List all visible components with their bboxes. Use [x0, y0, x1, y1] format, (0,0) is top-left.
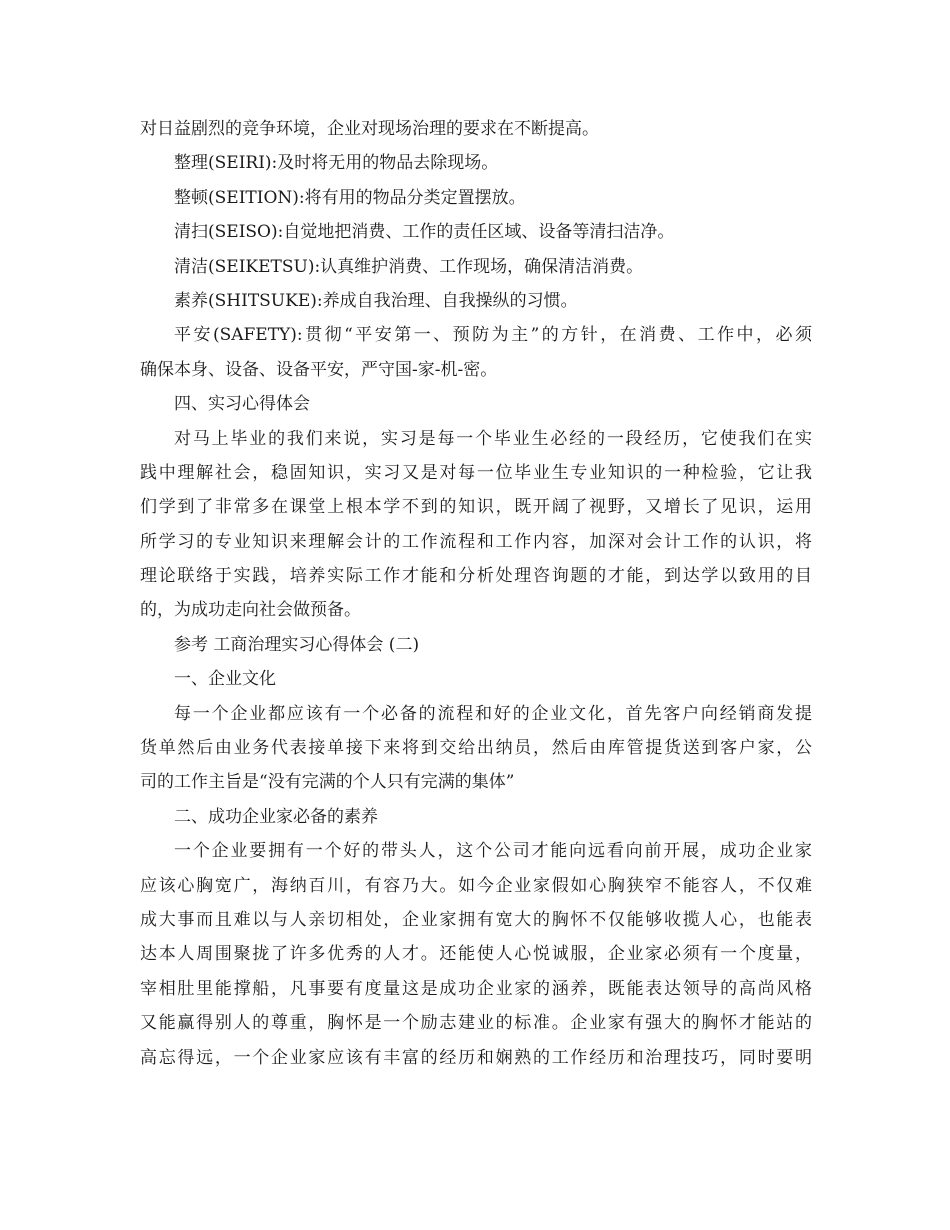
text-line: 清洁(SEIKETSU):认真维护消费、工作现场，确保清洁消费。 — [174, 256, 644, 277]
text-line: 素养(SHITSUKE):养成自我治理、自我操纵的习惯。 — [174, 290, 578, 311]
text-line: 的，为成功走向社会做预备。 — [140, 600, 361, 621]
text-line: 所学习的专业知识来理解会计的工作流程和工作内容，加深对会计工作的认识，将 — [140, 531, 812, 552]
text-line: 一、企业文化 — [174, 669, 276, 690]
text-line: 宰相肚里能撑船，凡事要有度量这是成功企业家的涵养，既能表达领导的高尚风格 — [140, 978, 812, 999]
text-line: 们学到了非常多在课堂上根本学不到的知识，既开阔了视野，又增长了见识，运用 — [140, 497, 812, 518]
text-line: 货单然后由业务代表接单接下来将到交给出纳员，然后由库管提货送到客户家，公 — [140, 738, 812, 759]
text-line: 一个企业要拥有一个好的带头人，这个公司才能向远看向前开展，成功企业家 — [174, 841, 812, 862]
text-line: 二、成功企业家必备的素养 — [174, 806, 378, 827]
text-line: 每一个企业都应该有一个必备的流程和好的企业文化，首先客户向经销商发提 — [174, 703, 812, 724]
text-line: 参考 工商治理实习心得体会 (二) — [174, 634, 420, 655]
text-line: 理论联络于实践，培养实际工作才能和分析处理咨询题的才能，到达学以致用的目 — [140, 566, 812, 587]
text-line: 确保本身、设备、设备平安，严守国-家-机-密。 — [140, 359, 498, 380]
text-line: 平安(SAFETY):贯彻“平安第一、预防为主”的方针，在消费、工作中，必须 — [174, 325, 812, 346]
text-line: 践中理解社会，稳固知识，实习又是对每一位毕业生专业知识的一种检验，它让我 — [140, 462, 812, 483]
text-line: 达本人周围聚拢了许多优秀的人才。还能使人心悦诚服，企业家必须有一个度量， — [140, 944, 812, 965]
text-line: 对日益剧烈的竞争环境，企业对现场治理的要求在不断提高。 — [140, 119, 599, 139]
text-line: 整顿(SEITION):将有用的物品分类定置摆放。 — [174, 187, 526, 208]
text-line: 又能赢得别人的尊重，胸怀是一个励志建业的标准。企业家有强大的胸怀才能站的 — [140, 1013, 812, 1034]
text-line: 司的工作主旨是“没有完满的个人只有完满的集体” — [140, 772, 515, 793]
text-line: 四、实习心得体会 — [174, 394, 310, 415]
text-line: 整理(SEIRI):及时将无用的物品去除现场。 — [174, 153, 499, 174]
text-line: 成大事而且难以与人亲切相处，企业家拥有宽大的胸怀不仅能够收揽人心，也能表 — [140, 909, 812, 930]
text-line: 对马上毕业的我们来说，实习是每一个毕业生必经的一段经历，它使我们在实 — [174, 428, 812, 449]
text-line: 清扫(SEISO):自觉地把消费、工作的责任区域、设备等清扫洁净。 — [174, 222, 675, 243]
text-line: 应该心胸宽广，海纳百川，有容乃大。如今企业家假如心胸狭窄不能容人，不仅难 — [140, 875, 812, 896]
document-body — [140, 112, 812, 1075]
text-line: 高忘得远，一个企业家应该有丰富的经历和娴熟的工作经历和治理技巧，同时要明 — [140, 1047, 812, 1068]
